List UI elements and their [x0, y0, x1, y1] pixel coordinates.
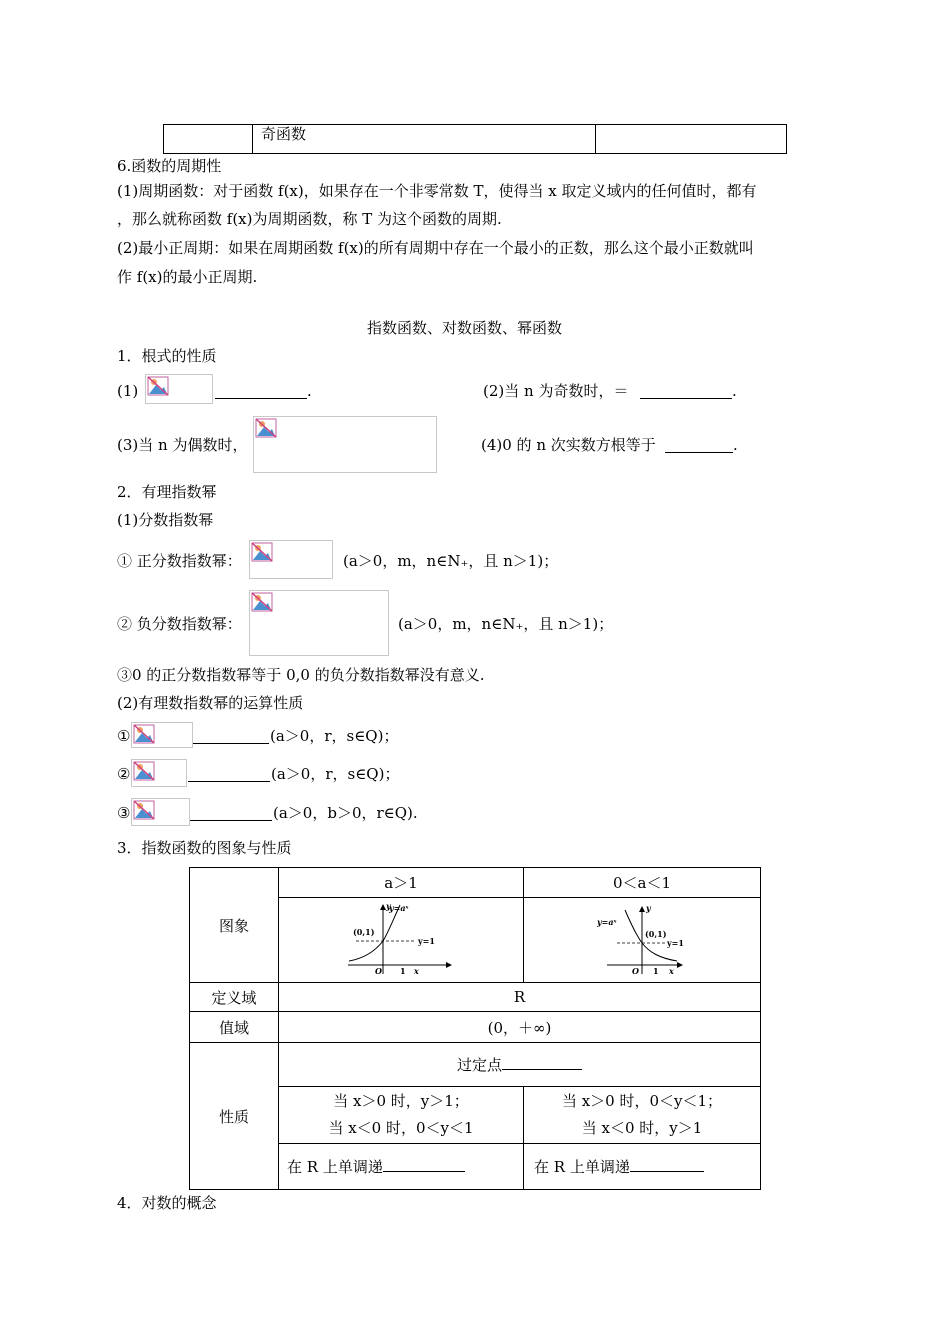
col-header-a-gt-1: a＞1: [279, 868, 524, 898]
row-label-domain: 定义域: [190, 983, 279, 1012]
left-monotonic-cell: [279, 1144, 524, 1190]
right-monotonic-cell: [524, 1144, 761, 1190]
exp-heading: 3．指数函数的图象与性质: [117, 839, 292, 857]
top-table-cell: [164, 125, 253, 154]
periodicity-p1-line1: (1)周期函数：对于函数 f(x)，如果存在一个非零常数 T，使得当 x 取定义域内的任何值时，都有: [117, 182, 757, 200]
radicals-item4: (4)0 的 n 次实数方根等于: [481, 436, 656, 454]
answer-blank: [502, 1055, 582, 1070]
func-label: y=aˣ: [597, 917, 617, 928]
radicals-period: .: [732, 382, 737, 400]
formula-image-placeholder: [249, 590, 389, 656]
left-property-cell: [279, 1087, 524, 1144]
positive-fraction-label: ① 正分数指数幂：: [117, 552, 242, 570]
op1-mark: ①: [117, 727, 131, 745]
positive-fraction-condition: (a＞0，m，n∈N₊，且 n＞1)；: [343, 552, 559, 570]
point-label: (0,1): [353, 927, 375, 938]
answer-blank: [193, 729, 269, 744]
formula-image-placeholder: [131, 798, 190, 826]
line-label: y=1: [418, 936, 435, 947]
graph-decreasing: [587, 902, 697, 978]
formula-image-placeholder: [253, 416, 437, 473]
answer-blank: [665, 438, 733, 453]
tick-one-label: 1: [400, 966, 406, 977]
answer-blank: [630, 1157, 704, 1172]
line-label: y=1: [667, 938, 684, 949]
answer-blank: [190, 806, 272, 821]
radicals-item1-label: (1): [117, 382, 139, 400]
formula-image-placeholder: [249, 540, 333, 579]
right-property-line2: 当 x＜0 时，y＞1: [581, 1119, 703, 1137]
section-title: 指数函数、对数函数、幂函数: [367, 319, 563, 337]
op3-condition: (a＞0，b＞0，r∈Q).: [273, 804, 418, 822]
op3-mark: ③: [117, 804, 131, 822]
broken-image-icon: [147, 376, 169, 396]
origin-label: O: [632, 966, 639, 977]
broken-image-icon: [133, 800, 155, 820]
func-label: y=aˣ: [389, 903, 409, 914]
x-axis-label: x: [414, 966, 419, 977]
graph-cell-increasing: [279, 898, 524, 983]
radicals-heading: 1．根式的性质: [117, 347, 217, 365]
radicals-period: .: [733, 436, 738, 454]
answer-blank: [383, 1157, 465, 1172]
row-label-range: 值域: [190, 1012, 279, 1043]
fixed-point-cell: [279, 1043, 761, 1087]
rational-sub2: (2)有理数指数幂的运算性质: [117, 694, 304, 712]
tick-one-label: 1: [653, 966, 659, 977]
periodicity-heading: 6.函数的周期性: [117, 157, 222, 175]
radicals-period: .: [307, 382, 312, 400]
graph-increasing: [346, 902, 456, 978]
top-table: [163, 124, 787, 154]
range-value: (0，＋∞): [279, 1012, 761, 1043]
row-label-properties: 性质: [190, 1043, 279, 1190]
op2-mark: ②: [117, 765, 131, 783]
point-label: (0,1): [645, 929, 667, 940]
graph-cell-decreasing: [524, 898, 761, 983]
answer-blank: [188, 767, 270, 782]
col-header-a-between-0-1: 0＜a＜1: [524, 868, 761, 898]
periodicity-p2-line2: 作 f(x)的最小正周期.: [117, 268, 258, 286]
row-label-graph: 图象: [190, 868, 279, 983]
y-axis-label: y: [386, 902, 391, 912]
broken-image-icon: [251, 542, 273, 562]
zero-power-note: ③0 的正分数指数幂等于 0,0 的负分数指数幂没有意义.: [117, 666, 485, 684]
radicals-item3: (3)当 n 为偶数时，: [117, 436, 248, 454]
answer-blank: [640, 384, 732, 399]
broken-image-icon: [133, 761, 155, 781]
negative-fraction-condition: (a＞0，m，n∈N₊，且 n＞1)；: [398, 615, 614, 633]
rational-sub1: (1)分数指数幂: [117, 511, 214, 529]
domain-value: R: [279, 983, 761, 1012]
answer-blank: [215, 384, 307, 399]
right-monotonic-label: 在 R 上单调递: [534, 1158, 630, 1176]
origin-label: O: [375, 966, 382, 977]
right-property-cell: [524, 1087, 761, 1144]
rational-heading: 2．有理指数幂: [117, 483, 217, 501]
fixed-point-label: 过定点: [456, 1056, 502, 1074]
periodicity-p2-line1: (2)最小正周期：如果在周期函数 f(x)的所有周期中存在一个最小的正数，那么这个最小正数就叫: [117, 239, 754, 257]
broken-image-icon: [251, 592, 273, 612]
right-property-line1: 当 x＞0 时，0＜y＜1；: [561, 1092, 723, 1110]
radicals-item2: (2)当 n 为奇数时，＝: [483, 382, 629, 400]
log-heading: 4．对数的概念: [117, 1194, 217, 1212]
top-table-cell: [596, 125, 787, 154]
left-property-line2: 当 x＜0 时，0＜y＜1: [328, 1119, 474, 1137]
periodicity-p1-line2: ，那么就称函数 f(x)为周期函数，称 T 为这个函数的周期.: [117, 210, 502, 228]
negative-fraction-label: ② 负分数指数幂：: [117, 615, 242, 633]
formula-image-placeholder: [131, 722, 193, 748]
left-monotonic-label: 在 R 上单调递: [287, 1158, 383, 1176]
left-property-line1: 当 x＞0 时，y＞1；: [333, 1092, 469, 1110]
op2-condition: (a＞0，r，s∈Q)；: [271, 765, 400, 783]
exponential-function-table: [189, 867, 761, 1190]
y-axis-label: y: [646, 903, 651, 914]
broken-image-icon: [255, 418, 277, 438]
top-table-cell: 奇函数: [253, 125, 596, 154]
op1-condition: (a＞0，r，s∈Q)；: [270, 727, 399, 745]
formula-image-placeholder: [145, 374, 213, 404]
broken-image-icon: [133, 724, 155, 744]
formula-image-placeholder: [131, 759, 187, 787]
x-axis-label: x: [669, 966, 674, 977]
